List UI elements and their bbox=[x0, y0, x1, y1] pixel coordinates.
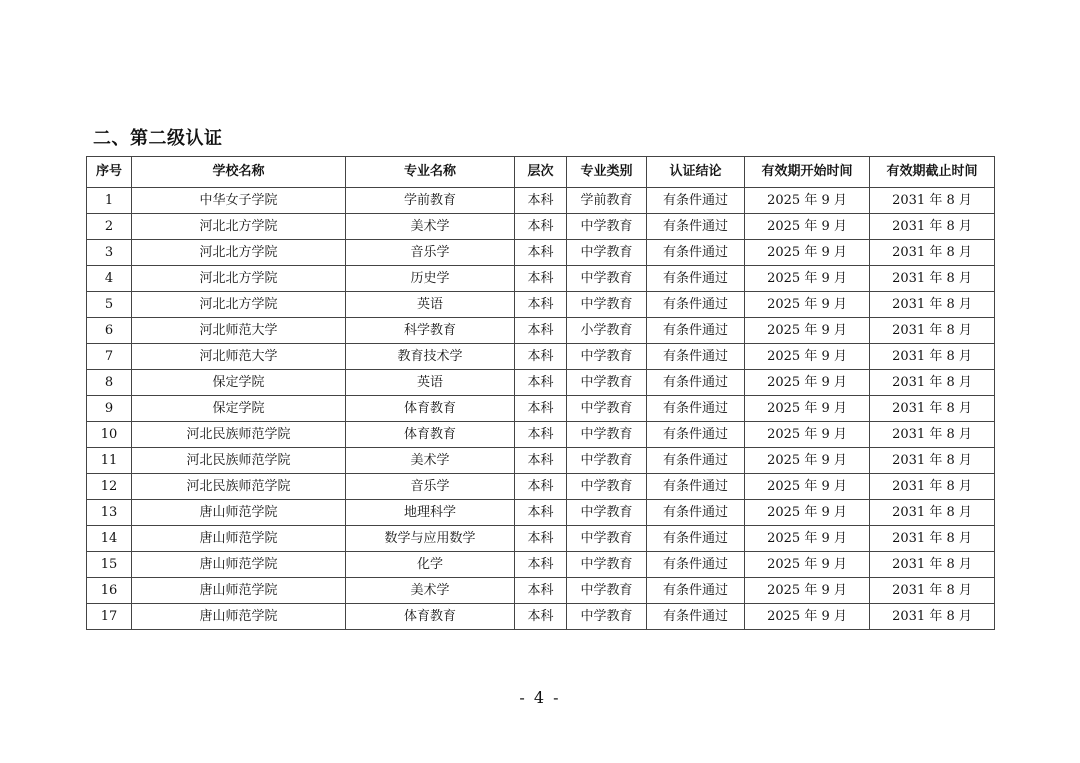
valid-end-cell: 2031 年 8 月 bbox=[870, 240, 995, 266]
level-cell: 本科 bbox=[515, 422, 567, 448]
major-category-cell: 中学教育 bbox=[567, 552, 647, 578]
school-name-cell: 唐山师范学院 bbox=[132, 500, 346, 526]
valid-end-cell: 2031 年 8 月 bbox=[870, 214, 995, 240]
school-name-cell: 河北北方学院 bbox=[132, 266, 346, 292]
major-name-cell: 历史学 bbox=[346, 266, 515, 292]
valid-start-cell: 2025 年 9 月 bbox=[745, 292, 870, 318]
conclusion-cell: 有条件通过 bbox=[647, 292, 745, 318]
table-row bbox=[87, 318, 995, 344]
table-row bbox=[87, 214, 995, 240]
major-category-cell: 中学教育 bbox=[567, 422, 647, 448]
major-category-cell: 小学教育 bbox=[567, 318, 647, 344]
school-name-cell: 河北师范大学 bbox=[132, 318, 346, 344]
header-school: 学校名称 bbox=[132, 157, 346, 188]
conclusion-cell: 有条件通过 bbox=[647, 474, 745, 500]
row-index-cell: 13 bbox=[87, 500, 132, 526]
conclusion-cell: 有条件通过 bbox=[647, 344, 745, 370]
major-name-cell: 数学与应用数学 bbox=[346, 526, 515, 552]
major-name-cell: 科学教育 bbox=[346, 318, 515, 344]
valid-start-cell: 2025 年 9 月 bbox=[745, 500, 870, 526]
major-name-cell: 英语 bbox=[346, 370, 515, 396]
valid-end-cell: 2031 年 8 月 bbox=[870, 292, 995, 318]
table-row bbox=[87, 552, 995, 578]
major-name-cell: 学前教育 bbox=[346, 188, 515, 214]
valid-end-cell: 2031 年 8 月 bbox=[870, 526, 995, 552]
major-name-cell: 体育教育 bbox=[346, 396, 515, 422]
school-name-cell: 河北民族师范学院 bbox=[132, 422, 346, 448]
major-category-cell: 中学教育 bbox=[567, 292, 647, 318]
valid-end-cell: 2031 年 8 月 bbox=[870, 188, 995, 214]
table-row bbox=[87, 292, 995, 318]
header-valid-end: 有效期截止时间 bbox=[870, 157, 995, 188]
valid-start-cell: 2025 年 9 月 bbox=[745, 552, 870, 578]
school-name-cell: 中华女子学院 bbox=[132, 188, 346, 214]
major-name-cell: 地理科学 bbox=[346, 500, 515, 526]
school-name-cell: 河北民族师范学院 bbox=[132, 448, 346, 474]
row-index-cell: 2 bbox=[87, 214, 132, 240]
level-cell: 本科 bbox=[515, 604, 567, 630]
row-index-cell: 14 bbox=[87, 526, 132, 552]
level-cell: 本科 bbox=[515, 474, 567, 500]
level-cell: 本科 bbox=[515, 500, 567, 526]
header-category: 专业类别 bbox=[567, 157, 647, 188]
major-category-cell: 中学教育 bbox=[567, 500, 647, 526]
conclusion-cell: 有条件通过 bbox=[647, 318, 745, 344]
table-row bbox=[87, 266, 995, 292]
major-category-cell: 中学教育 bbox=[567, 396, 647, 422]
valid-start-cell: 2025 年 9 月 bbox=[745, 370, 870, 396]
valid-end-cell: 2031 年 8 月 bbox=[870, 344, 995, 370]
valid-end-cell: 2031 年 8 月 bbox=[870, 266, 995, 292]
valid-start-cell: 2025 年 9 月 bbox=[745, 578, 870, 604]
major-category-cell: 中学教育 bbox=[567, 604, 647, 630]
row-index-cell: 15 bbox=[87, 552, 132, 578]
level-cell: 本科 bbox=[515, 266, 567, 292]
row-index-cell: 11 bbox=[87, 448, 132, 474]
major-name-cell: 英语 bbox=[346, 292, 515, 318]
major-category-cell: 中学教育 bbox=[567, 526, 647, 552]
table-row bbox=[87, 578, 995, 604]
conclusion-cell: 有条件通过 bbox=[647, 214, 745, 240]
valid-start-cell: 2025 年 9 月 bbox=[745, 188, 870, 214]
major-name-cell: 音乐学 bbox=[346, 474, 515, 500]
school-name-cell: 河北北方学院 bbox=[132, 240, 346, 266]
conclusion-cell: 有条件通过 bbox=[647, 448, 745, 474]
school-name-cell: 唐山师范学院 bbox=[132, 578, 346, 604]
level-cell: 本科 bbox=[515, 552, 567, 578]
valid-start-cell: 2025 年 9 月 bbox=[745, 422, 870, 448]
valid-start-cell: 2025 年 9 月 bbox=[745, 396, 870, 422]
level-cell: 本科 bbox=[515, 240, 567, 266]
table-row bbox=[87, 396, 995, 422]
valid-start-cell: 2025 年 9 月 bbox=[745, 214, 870, 240]
table-header-row bbox=[87, 157, 995, 188]
school-name-cell: 唐山师范学院 bbox=[132, 552, 346, 578]
valid-end-cell: 2031 年 8 月 bbox=[870, 422, 995, 448]
major-category-cell: 学前教育 bbox=[567, 188, 647, 214]
level-cell: 本科 bbox=[515, 292, 567, 318]
major-name-cell: 美术学 bbox=[346, 448, 515, 474]
page-number: - 4 - bbox=[519, 688, 561, 707]
major-category-cell: 中学教育 bbox=[567, 578, 647, 604]
valid-start-cell: 2025 年 9 月 bbox=[745, 604, 870, 630]
major-name-cell: 美术学 bbox=[346, 214, 515, 240]
table-row bbox=[87, 526, 995, 552]
level-cell: 本科 bbox=[515, 578, 567, 604]
table-row bbox=[87, 604, 995, 630]
row-index-cell: 17 bbox=[87, 604, 132, 630]
row-index-cell: 12 bbox=[87, 474, 132, 500]
level-cell: 本科 bbox=[515, 344, 567, 370]
valid-end-cell: 2031 年 8 月 bbox=[870, 474, 995, 500]
school-name-cell: 河北师范大学 bbox=[132, 344, 346, 370]
valid-start-cell: 2025 年 9 月 bbox=[745, 240, 870, 266]
conclusion-cell: 有条件通过 bbox=[647, 604, 745, 630]
conclusion-cell: 有条件通过 bbox=[647, 266, 745, 292]
school-name-cell: 河北北方学院 bbox=[132, 214, 346, 240]
valid-end-cell: 2031 年 8 月 bbox=[870, 604, 995, 630]
valid-end-cell: 2031 年 8 月 bbox=[870, 500, 995, 526]
major-category-cell: 中学教育 bbox=[567, 240, 647, 266]
conclusion-cell: 有条件通过 bbox=[647, 500, 745, 526]
table-row bbox=[87, 240, 995, 266]
row-index-cell: 7 bbox=[87, 344, 132, 370]
valid-start-cell: 2025 年 9 月 bbox=[745, 526, 870, 552]
level-cell: 本科 bbox=[515, 214, 567, 240]
major-name-cell: 美术学 bbox=[346, 578, 515, 604]
section-title: 二、第二级认证 bbox=[93, 128, 223, 149]
conclusion-cell: 有条件通过 bbox=[647, 370, 745, 396]
level-cell: 本科 bbox=[515, 448, 567, 474]
table-body bbox=[87, 188, 995, 630]
certification-table bbox=[86, 156, 995, 630]
major-category-cell: 中学教育 bbox=[567, 370, 647, 396]
row-index-cell: 10 bbox=[87, 422, 132, 448]
level-cell: 本科 bbox=[515, 396, 567, 422]
level-cell: 本科 bbox=[515, 526, 567, 552]
level-cell: 本科 bbox=[515, 318, 567, 344]
row-index-cell: 9 bbox=[87, 396, 132, 422]
table-row bbox=[87, 448, 995, 474]
table-row bbox=[87, 344, 995, 370]
conclusion-cell: 有条件通过 bbox=[647, 396, 745, 422]
row-index-cell: 4 bbox=[87, 266, 132, 292]
header-conclusion: 认证结论 bbox=[647, 157, 745, 188]
school-name-cell: 唐山师范学院 bbox=[132, 604, 346, 630]
table-row bbox=[87, 500, 995, 526]
school-name-cell: 保定学院 bbox=[132, 370, 346, 396]
table-row bbox=[87, 188, 995, 214]
header-major: 专业名称 bbox=[346, 157, 515, 188]
major-name-cell: 音乐学 bbox=[346, 240, 515, 266]
valid-start-cell: 2025 年 9 月 bbox=[745, 266, 870, 292]
conclusion-cell: 有条件通过 bbox=[647, 188, 745, 214]
level-cell: 本科 bbox=[515, 188, 567, 214]
row-index-cell: 16 bbox=[87, 578, 132, 604]
major-category-cell: 中学教育 bbox=[567, 344, 647, 370]
conclusion-cell: 有条件通过 bbox=[647, 552, 745, 578]
valid-start-cell: 2025 年 9 月 bbox=[745, 448, 870, 474]
valid-end-cell: 2031 年 8 月 bbox=[870, 448, 995, 474]
row-index-cell: 1 bbox=[87, 188, 132, 214]
valid-end-cell: 2031 年 8 月 bbox=[870, 396, 995, 422]
table-row bbox=[87, 422, 995, 448]
table-row bbox=[87, 370, 995, 396]
major-name-cell: 化学 bbox=[346, 552, 515, 578]
major-name-cell: 体育教育 bbox=[346, 604, 515, 630]
row-index-cell: 6 bbox=[87, 318, 132, 344]
major-name-cell: 体育教育 bbox=[346, 422, 515, 448]
conclusion-cell: 有条件通过 bbox=[647, 422, 745, 448]
valid-end-cell: 2031 年 8 月 bbox=[870, 370, 995, 396]
valid-end-cell: 2031 年 8 月 bbox=[870, 552, 995, 578]
major-category-cell: 中学教育 bbox=[567, 214, 647, 240]
conclusion-cell: 有条件通过 bbox=[647, 526, 745, 552]
conclusion-cell: 有条件通过 bbox=[647, 578, 745, 604]
school-name-cell: 保定学院 bbox=[132, 396, 346, 422]
valid-start-cell: 2025 年 9 月 bbox=[745, 344, 870, 370]
major-category-cell: 中学教育 bbox=[567, 448, 647, 474]
header-level: 层次 bbox=[515, 157, 567, 188]
valid-start-cell: 2025 年 9 月 bbox=[745, 318, 870, 344]
conclusion-cell: 有条件通过 bbox=[647, 240, 745, 266]
school-name-cell: 唐山师范学院 bbox=[132, 526, 346, 552]
header-index: 序号 bbox=[87, 157, 132, 188]
school-name-cell: 河北民族师范学院 bbox=[132, 474, 346, 500]
major-category-cell: 中学教育 bbox=[567, 266, 647, 292]
valid-start-cell: 2025 年 9 月 bbox=[745, 474, 870, 500]
table-row bbox=[87, 474, 995, 500]
school-name-cell: 河北北方学院 bbox=[132, 292, 346, 318]
major-name-cell: 教育技术学 bbox=[346, 344, 515, 370]
level-cell: 本科 bbox=[515, 370, 567, 396]
valid-end-cell: 2031 年 8 月 bbox=[870, 318, 995, 344]
major-category-cell: 中学教育 bbox=[567, 474, 647, 500]
row-index-cell: 3 bbox=[87, 240, 132, 266]
valid-end-cell: 2031 年 8 月 bbox=[870, 578, 995, 604]
row-index-cell: 5 bbox=[87, 292, 132, 318]
row-index-cell: 8 bbox=[87, 370, 132, 396]
header-valid-start: 有效期开始时间 bbox=[745, 157, 870, 188]
